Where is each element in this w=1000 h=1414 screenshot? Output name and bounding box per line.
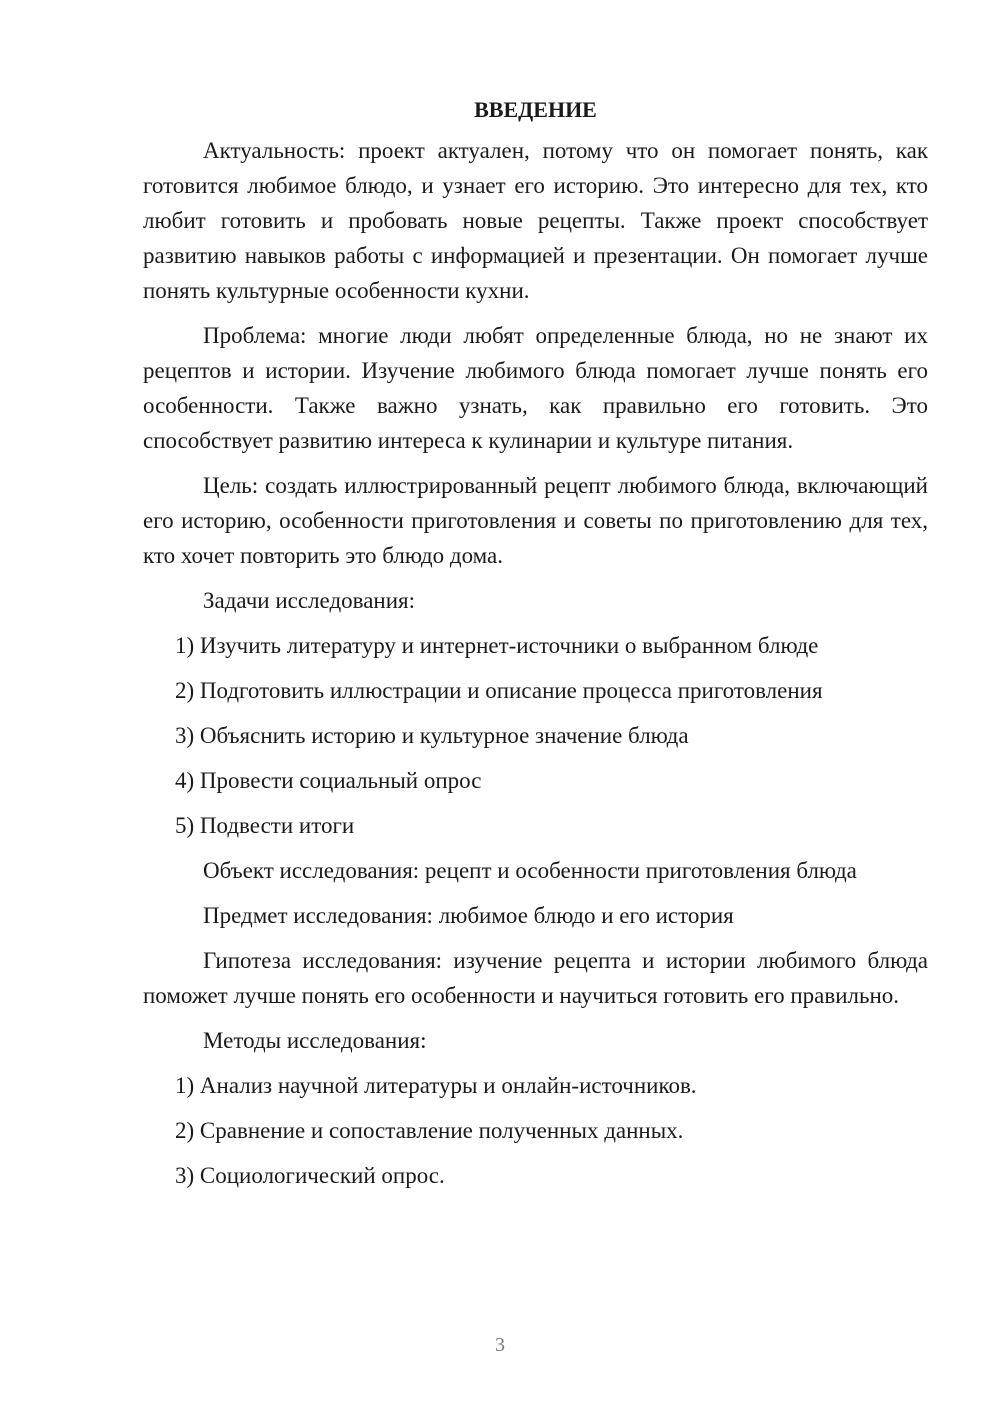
methods-heading: Методы исследования: — [203, 1028, 427, 1053]
page-number: 3 — [495, 1334, 505, 1356]
section-title: ВВЕДЕНИЕ — [474, 97, 597, 122]
document-body — [143, 92, 928, 1203]
task-item: 5) Подвести итоги — [175, 813, 355, 838]
tasks-heading: Задачи исследования: — [203, 588, 416, 613]
hypothesis-paragraph: Гипотеза исследования: изучение рецепта и истории любимого блюда поможет лучше понять его особенности и научиться готовить его правильно. — [143, 948, 928, 1008]
method-item: 3) Социологический опрос. — [175, 1163, 445, 1188]
task-item: 2) Подготовить иллюстрации и описание процесса приготовления — [175, 678, 823, 703]
task-item: 3) Объяснить историю и культурное значение блюда — [175, 723, 689, 748]
method-item: 2) Сравнение и сопоставление полученных данных. — [175, 1118, 684, 1143]
research-subject: Предмет исследования: любимое блюдо и его история — [203, 903, 734, 928]
method-item: 1) Анализ научной литературы и онлайн-источников. — [175, 1073, 697, 1098]
goal-paragraph: Цель: создать иллюстрированный рецепт любимого блюда, включающий его историю, особенности приготовления и советы по приготовлению для тех, кто хочет повторить это блюдо дома. — [143, 473, 928, 568]
relevance-paragraph: Актуальность: проект актуален, потому что он помогает понять, как готовится любимое блюдо, и узнает его историю. Это интересно для тех, кто любит готовить и пробовать новые рецепты. Также проект способствует развитию навыков работы с информацией и презентации. Он помогает лучше понять культурные особенности кухни. — [143, 138, 928, 303]
research-object: Объект исследования: рецепт и особенности приготовления блюда — [203, 858, 857, 883]
problem-paragraph: Проблема: многие люди любят определенные блюда, но не знают их рецептов и истории. Изучение любимого блюда помогает лучше понять его особенности. Также важно узнать, как правильно его готовить. Это способствует развитию интереса к кулинарии и культуре питания. — [143, 323, 928, 453]
task-item: 4) Провести социальный опрос — [175, 768, 482, 793]
task-item: 1) Изучить литературу и интернет-источники о выбранном блюде — [175, 633, 819, 658]
